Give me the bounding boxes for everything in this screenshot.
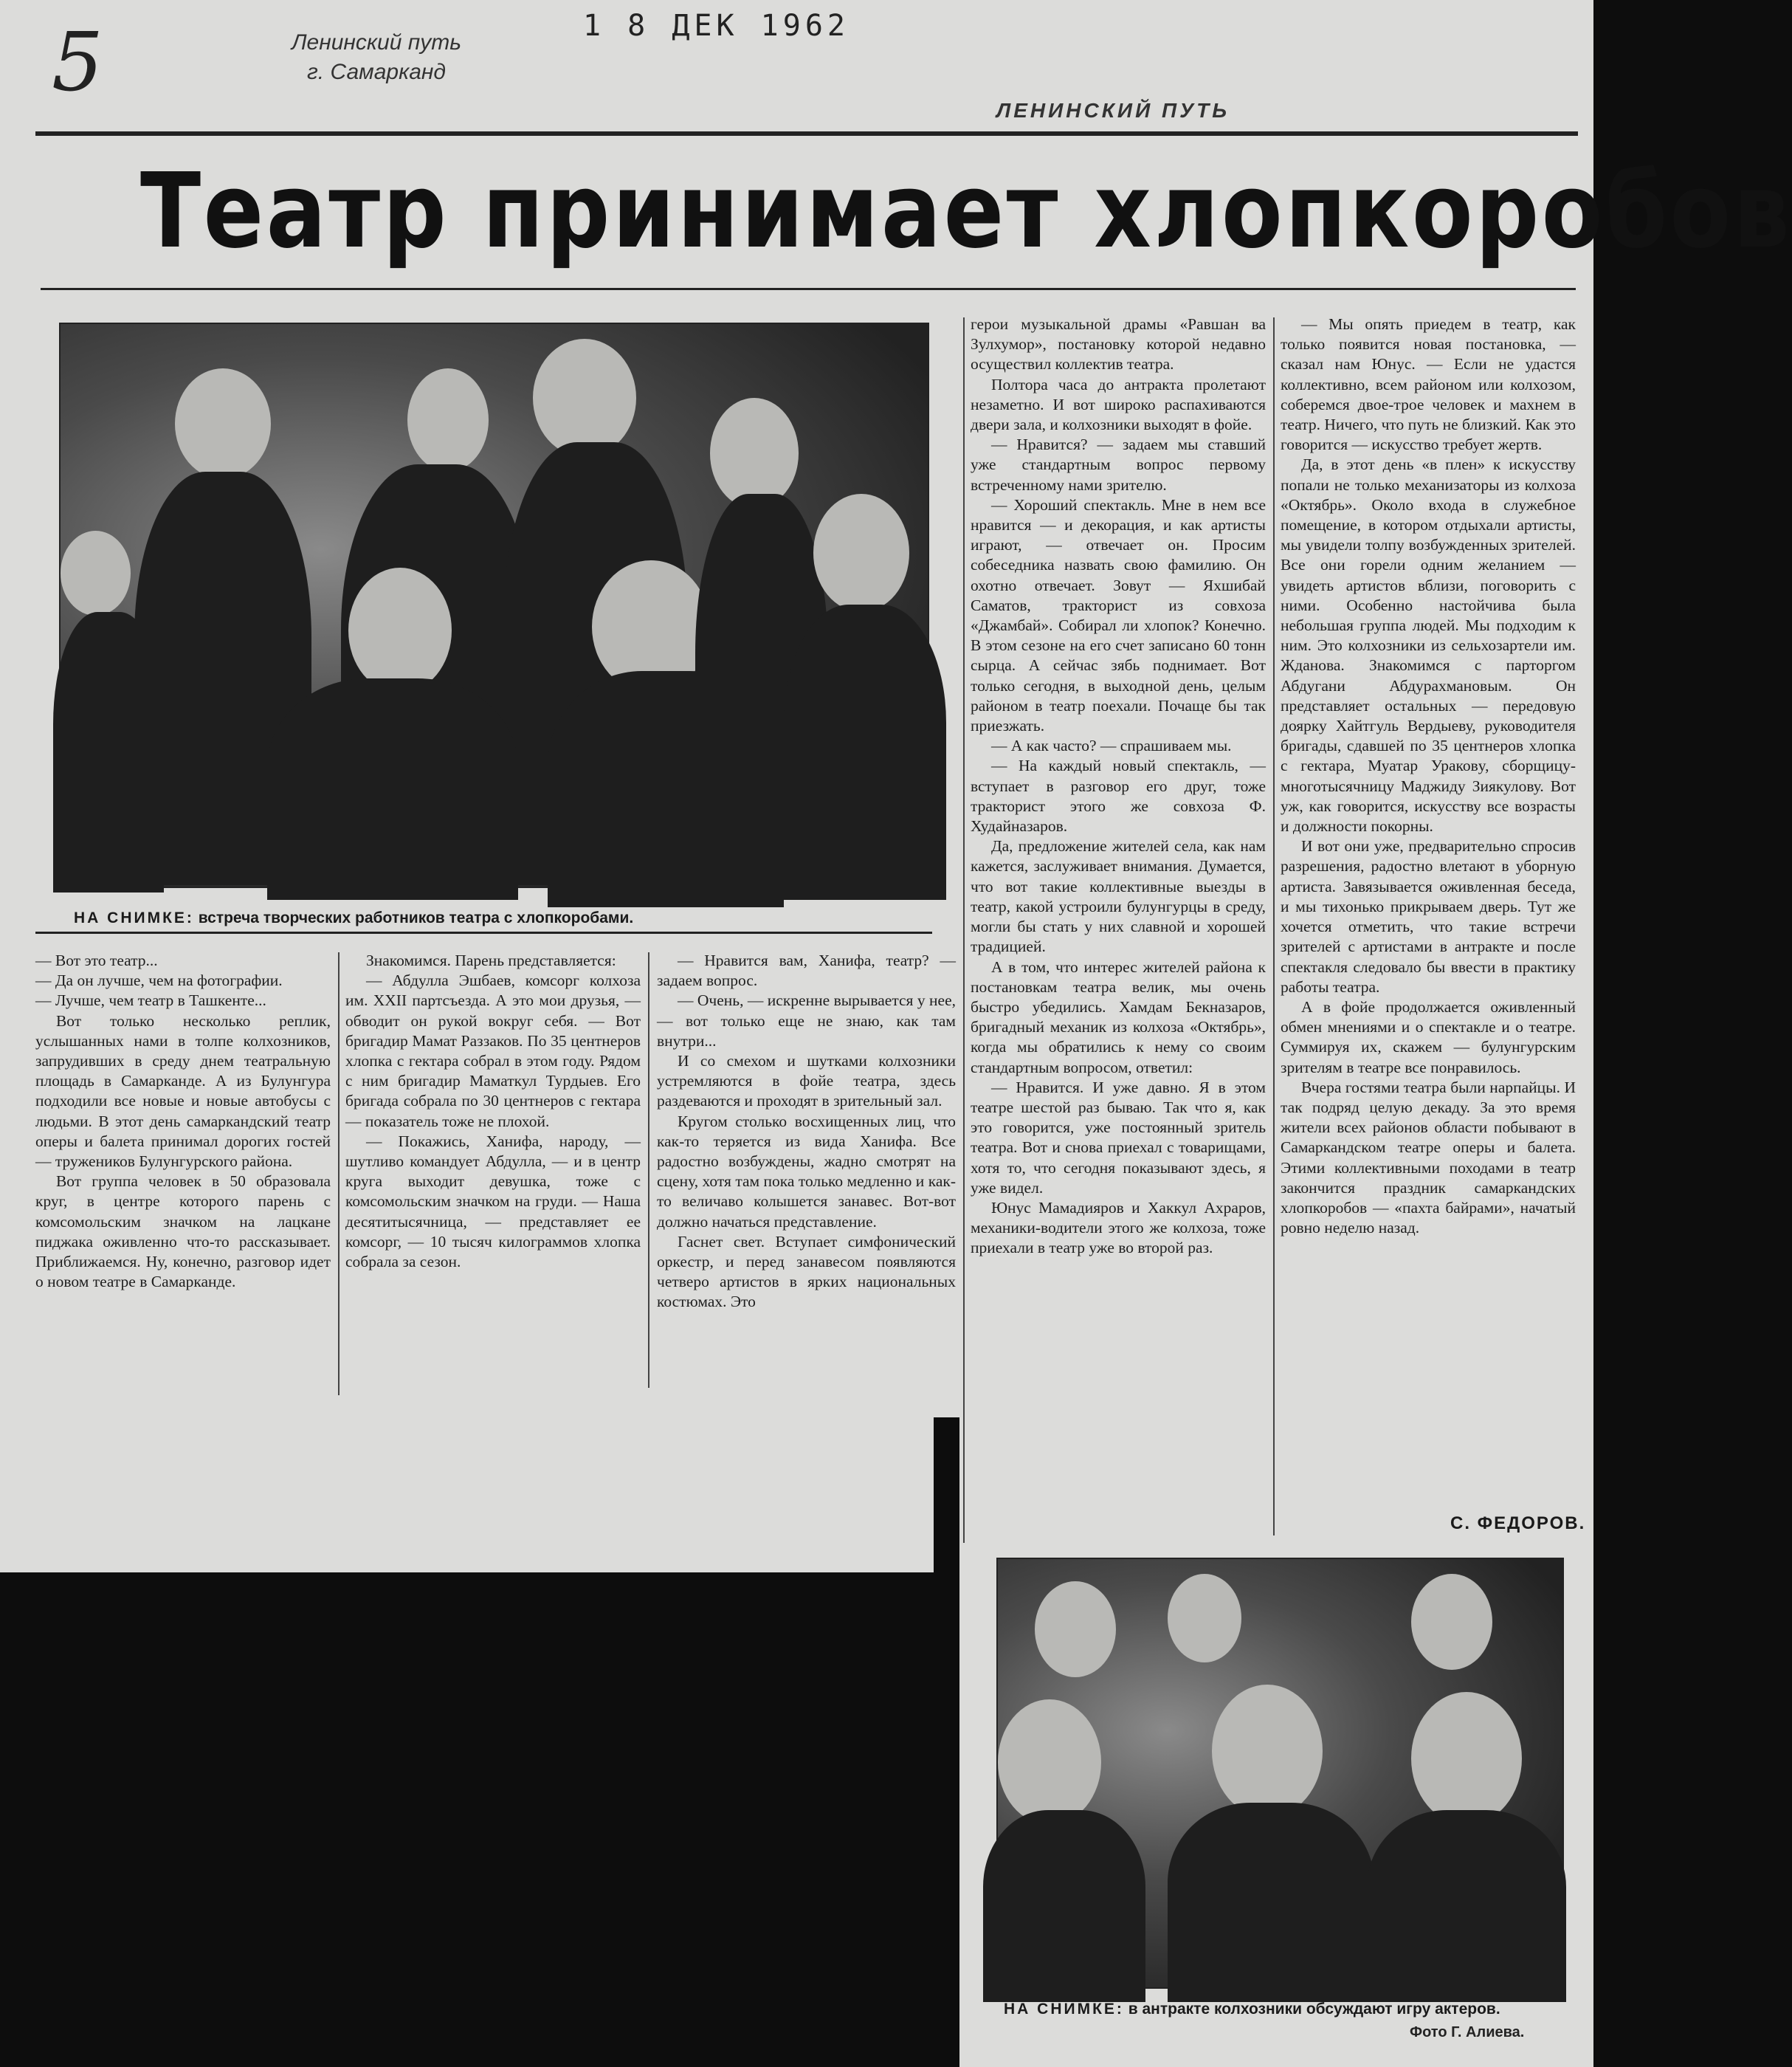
caption-lead: НА СНИМКЕ:	[74, 909, 194, 926]
caption-text: в антракте колхозники обсуждают игру актеров.	[1128, 2001, 1500, 2018]
article-col-1: — Вот это театр... — Да он лучше, чем на фотографии. — Лучше, чем театр в Ташкенте... Вот только несколько реплик, услышанных нами в толпе колхозников, запрудивших в среду днем театральную площадь в Самарканде. А из Булунгура подходили все новые и новые автобусы с людьми. В этот день самаркандский театр оперы и балета принимал дорогих гостей — тружеников Булунгурского района. Вот группа человек в 50 образовала круг, в центре которого парень с комсомольским значком на лацкане пиджака оживленно что-то рассказывает. Приближаемся. Ну, конечно, разговор идет о новом театре в Самарканде.	[35, 952, 331, 1291]
author-signature: С. ФЕДОРОВ.	[1450, 1513, 1586, 1533]
column-rule	[963, 317, 965, 1543]
source-stamp-line2: г. Самарканд	[306, 60, 447, 84]
date-stamp: 1 8 ДЕК 1962	[583, 9, 850, 43]
caption-text: встреча творческих работников театра с хлопкоробами.	[198, 909, 634, 926]
headline: Театр принимает хлопкоробов	[140, 151, 1792, 272]
photo-meeting	[59, 323, 929, 888]
photo-meeting-caption	[74, 909, 633, 927]
photo-intermission-caption	[1004, 2001, 1500, 2018]
source-stamp-line1: Ленинский путь	[291, 30, 462, 55]
photo-credit: Фото Г. Алиева.	[1410, 2024, 1525, 2040]
caption-lead: НА СНИМКЕ:	[1004, 2001, 1124, 2018]
photo-intermission	[996, 1558, 1564, 1989]
column-rule	[1273, 317, 1275, 1535]
newspaper-masthead: ЛЕНИНСКИЙ ПУТЬ	[996, 99, 1230, 122]
article-col-5: — Мы опять приедем в театр, как только появится новая постановка, — сказал нам Юнус. — Если не удастся коллективно, всем районом или колхозом, соберемся двое-трое человек и махнем в театр. Ничего, что путь не близкий. Как это говорится — искусство требует жертв. Да, в этот день «в плен» к искусству попали не только механизаторы из колхоза «Октябрь». Около входа в служебное помещение, в котором отдыхали артисты, мы увидели толпу возбужденных зрителей. Все они горели одним желанием — увидеть артистов вблизи, поговорить с ними. Особенно настойчива была небольшая группа людей. Мы подходим к ним. Это колхозники из сельхозартели им. Жданова. Знакомимся с парторгом Абдугани Абдурахмановым. Он представляет остальных — передовую доярку Хайтгуль Вердыеву, руководителя бригады, сдавшей по 35 центнеров хлопка с гектара, Муатар Ураковy, сборщицу-многотысячницу Маджиду Зиякулову. Вот уж, как говорится, искусству все возрасты и должности покорны. И вот они уже, предварительно спросив разрешения, радостно влетают в уборную артиста. Завязывается оживленная беседа, и мы тихонько прикрываем дверь. Тут же хочется отметить, что такие встречи зрителей с артистами в антракте и после спектакля следовало бы ввести в практику работы театра. А в фойе продолжается оживленный обмен мнениями и о спектакле и о театре. Суммируя их, скажем — булунгурским зрителям в театре все понравилось. Вчера гостями театра были нарпайцы. И так подряд целую декаду. За это время жители всех районов области побывают в Самаркандском театре оперы и балета. Этими коллективными походами в театр закончится праздник самаркандских хлопкоробов — «пахта байрами», начатый ровно неделю назад.	[1281, 315, 1576, 1237]
caption-rule	[35, 932, 932, 934]
top-rule	[35, 131, 1578, 136]
article-col-4: герои музыкальной драмы «Равшан ва Зулхумор», постановку которой недавно осуществил коллектив театра. Полтора часа до антракта пролетают незаметно. И вот широко распахиваются двери зала, и колхозники выходят в фойе. — Нравится? — задаем мы ставший уже стандартным вопрос первому встреченному нами зрителю. — Хороший спектакль. Мне в нем все нравится — и декорация, и как артисты играют, — отвечает он. Просим собеседника назвать свою фамилию. Он охотно отвечает. Зовут — Яхшибай Саматов, тракторист из совхоза «Джамбай». Собирал ли хлопок? Конечно. В этом сезоне на его счет записано 60 тонн сырца. А сейчас зябь поднимает. Вот только сегодня, в выходной день, целым районом в театр поехали. Почаще бы так приезжать. — А как часто? — спрашиваем мы. — На каждый новый спектакль, — вступает в разговор его друг, тоже тракторист этого же совхоза Ф. Худайназаров. Да, предложение жителей села, как нам кажется, заслуживает внимания. Думается, что вот такие коллективные выезды в театр, какой устроили булунгурцы в среду, могли бы стать у них славной и хорошей традицией. А в том, что интерес жителей района к постановкам театра велик, мы очень быстро убедились. Хамдам Бекназаров, бригадный механик из колхоза «Октябрь», когда мы обратились к нему со своим стандартным вопросом, ответил: — Нравится. И уже давно. Я в этом театре шестой раз бываю. Так что я, как это говорится, уже постоянный зритель театра. Вот и снова приехал с товарищами, хотя то, что сегодня показывают здесь, я уже видел. Юнус Мамадияров и Хаккул Ахраров, механики-водители этого же колхоза, тоже приехали в театр уже во второй раз.	[971, 315, 1266, 1257]
headline-rule	[41, 288, 1576, 290]
clipping-left-strip	[0, 1403, 934, 1572]
article-col-2: Знакомимся. Парень представляется: — Абдулла Эшбаев, комсорг колхоза им. XXII партсъезда. А это мои друзья, — обводит он рукой вокруг себя. — Вот бригадир Мамат Раззаков. По 35 центнеров хлопка с гектара собрал в этом году. Рядом с ним бригадир Маматкул Турдыев. Его бригада собрала по 30 центнеров с гектара — показатель тоже не плохой. — Покажись, Ханифа, народу, — шутливо командует Абдулла, — и в центр круга выходит девушка, тоже с комсомольским значком на груди. — Наша десятитысячница, — представляет ее комсорг, — 10 тысяч килограммов хлопка собрала за сезон.	[345, 952, 641, 1271]
source-stamp	[251, 28, 502, 87]
column-rule	[338, 952, 340, 1395]
article-col-3: — Нравится вам, Ханифа, театр? — задаем вопрос. — Очень, — искренне вырывается у нее, — вот только еще не знаю, как там внутри... И со смехом и шутками колхозники устремляются в фойе театра, здесь раздеваются и проходят в зрительный зал. Кругом столько восхищенных лиц, что как-то теряется из вида Ханифа. Все радостно возбуждены, жадно смотрят на сцену, хотя там пока только медленно и как-то величаво колышется занавес. Вот-вот должно начаться представление. Гаснет свет. Вступает симфонический оркестр, и перед занавесом появляются четверо артистов в ярких национальных костюмах. Это	[657, 952, 956, 1311]
column-rule	[648, 952, 649, 1388]
hand-written-number: 5	[52, 15, 103, 109]
